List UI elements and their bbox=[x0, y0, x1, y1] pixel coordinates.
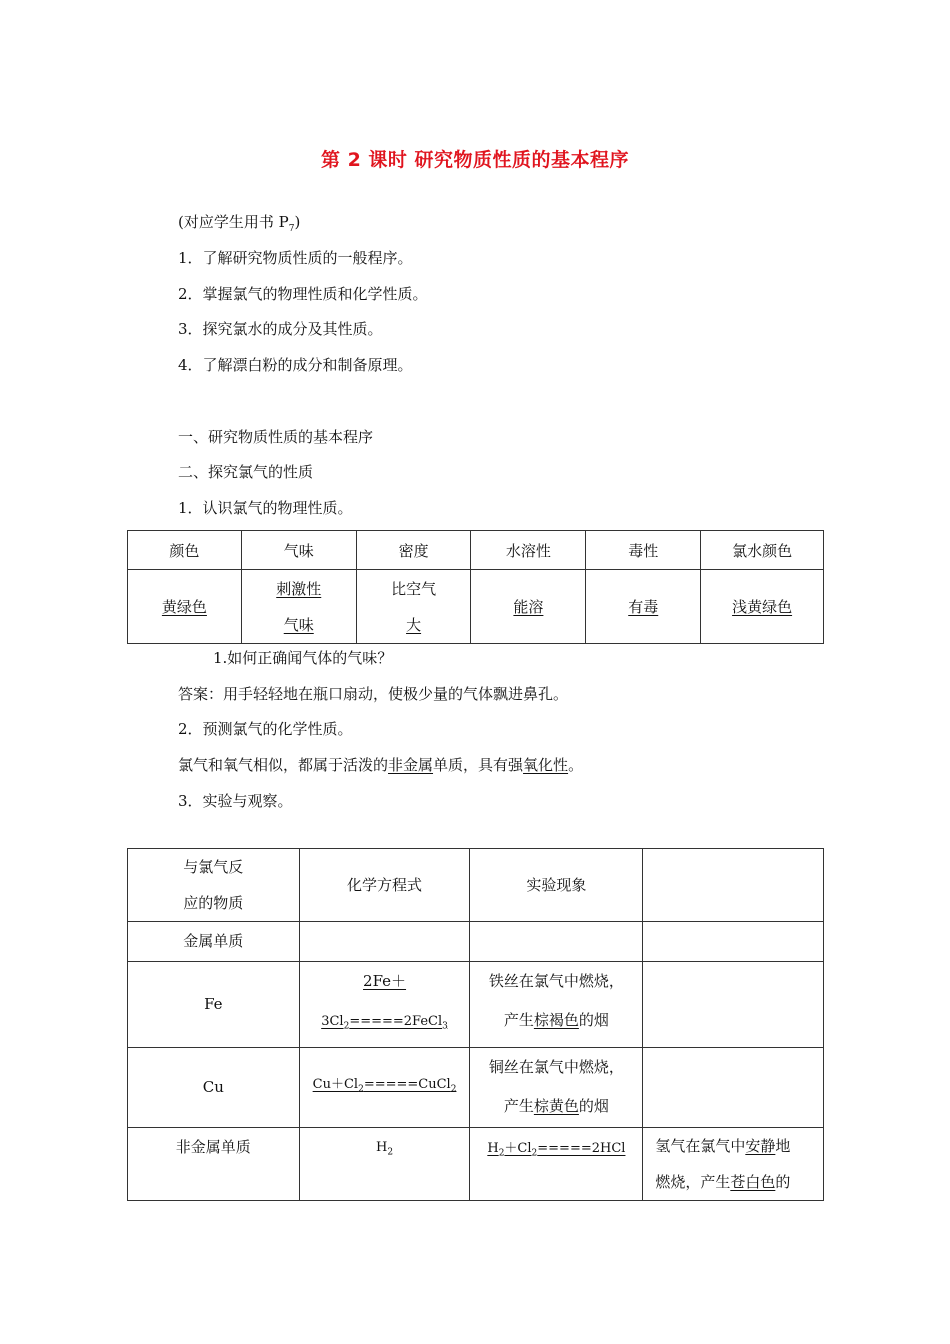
header-substance: 与氯气反 应的物质 bbox=[128, 849, 300, 922]
header-chlorine-water-color: 氯水颜色 bbox=[701, 531, 824, 570]
subsection-predict: 2．预测氯气的化学性质。 bbox=[178, 720, 353, 738]
header-phenomenon: 实验现象 bbox=[470, 849, 643, 922]
reference-note: (对应学生用书 $P_7$) bbox=[178, 213, 301, 234]
section-heading-2: 二、探究氯气的性质 bbox=[178, 463, 314, 481]
physical-properties-table bbox=[127, 530, 824, 644]
row-nonmetal-label: 非金属单质 bbox=[128, 1127, 300, 1200]
subsection-experiment: 3．实验与观察。 bbox=[178, 792, 293, 810]
cu-phenomenon: 铜丝在氯气中燃烧， 产生棕黄色的烟 bbox=[470, 1047, 643, 1127]
value-toxicity: 有毒 bbox=[586, 570, 701, 644]
question: 1.如何正确闻气体的气味？ bbox=[213, 649, 393, 667]
header-solubility: 水溶性 bbox=[471, 531, 586, 570]
objective-1: 1．了解研究物质性质的一般程序。 bbox=[178, 249, 413, 267]
prediction-text: 氯气和氧气相似，都属于活泼的非金属单质，具有强氧化性。 bbox=[178, 756, 584, 774]
objective-3: 3．探究氯水的成分及其性质。 bbox=[178, 320, 383, 338]
h2-phenomenon: 氢气在氯气中安静地 燃烧，产生苍白色的 bbox=[643, 1127, 824, 1200]
header-blank bbox=[643, 849, 824, 922]
empty-cell bbox=[299, 922, 470, 962]
header-equation: 化学方程式 bbox=[299, 849, 470, 922]
header-color: 颜色 bbox=[128, 531, 242, 570]
value-density: 比空气 大 bbox=[356, 570, 471, 644]
value-color: 黄绿色 bbox=[128, 570, 242, 644]
row-cu-label: Cu bbox=[128, 1047, 300, 1127]
reaction-table bbox=[127, 848, 824, 1201]
page-title: 第 2 课时 研究物质性质的基本程序 bbox=[320, 149, 630, 171]
header-odor: 气味 bbox=[241, 531, 356, 570]
empty-cell bbox=[470, 922, 643, 962]
empty-cell bbox=[643, 962, 824, 1048]
fe-equation: 2Fe＋ $3Cl_2=====2FeCl_3$ bbox=[299, 962, 470, 1048]
cu-equation: $Cu+Cl_2=====CuCl_2$ bbox=[299, 1047, 470, 1127]
answer: 答案：用手轻轻地在瓶口扇动，使极少量的气体飘进鼻孔。 bbox=[178, 685, 569, 703]
value-odor: 刺激性 气味 bbox=[241, 570, 356, 644]
h2-equation: $H_2+Cl_2=====2HCl$ bbox=[470, 1127, 643, 1200]
subsection-physical: 1．认识氯气的物理性质。 bbox=[178, 499, 353, 517]
value-chlorine-water-color: 浅黄绿色 bbox=[701, 570, 824, 644]
header-density: 密度 bbox=[356, 531, 471, 570]
header-toxicity: 毒性 bbox=[586, 531, 701, 570]
objective-4: 4．了解漂白粉的成分和制备原理。 bbox=[178, 356, 413, 374]
row-metal-label: 金属单质 bbox=[128, 922, 300, 962]
value-solubility: 能溶 bbox=[471, 570, 586, 644]
h2-formula: $H_2$ bbox=[299, 1127, 470, 1200]
empty-cell bbox=[643, 922, 824, 962]
section-heading-1: 一、研究物质性质的基本程序 bbox=[178, 428, 374, 446]
objective-2: 2．掌握氯气的物理性质和化学性质。 bbox=[178, 285, 428, 303]
empty-cell bbox=[643, 1047, 824, 1127]
fe-phenomenon: 铁丝在氯气中燃烧， 产生棕褐色的烟 bbox=[470, 962, 643, 1048]
row-fe-label: Fe bbox=[128, 962, 300, 1048]
